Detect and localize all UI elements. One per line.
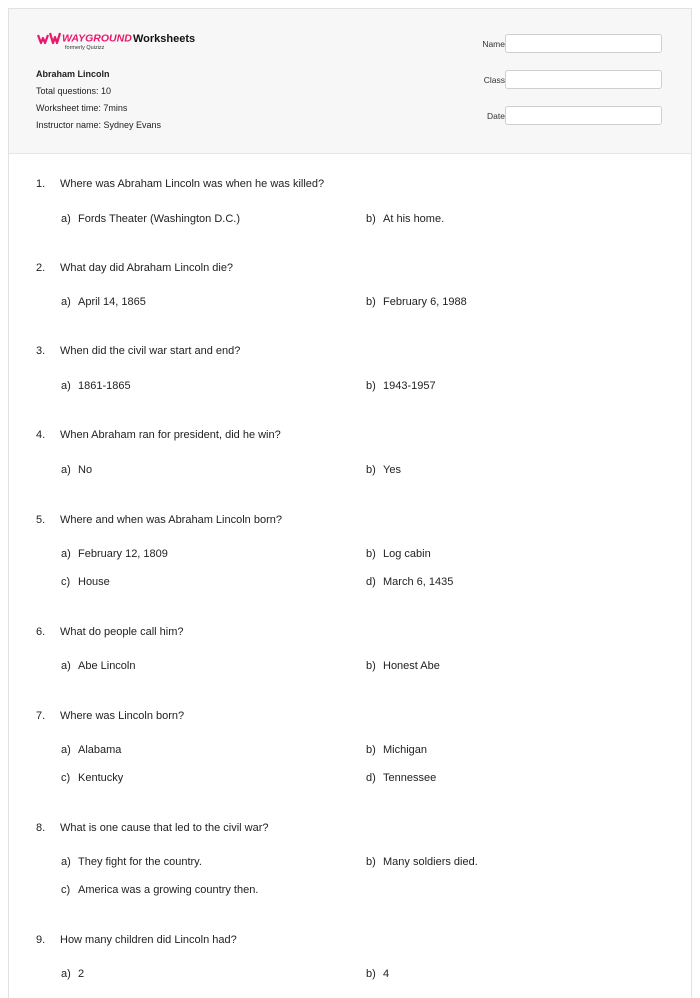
answer-option[interactable]: a) 1861-1865	[61, 380, 131, 392]
answer-option[interactable]: a) Fords Theater (Washington D.C.)	[61, 213, 241, 225]
answer-option[interactable]: b) 1943-1957	[366, 380, 436, 392]
answer-option[interactable]: b) Yes	[366, 464, 401, 476]
question-9	[36, 934, 676, 980]
question-text: What day did Abraham Lincoln die?	[60, 262, 234, 274]
instructor-name: Instructor name: Sydney Evans	[36, 120, 162, 130]
worksheet-time: Worksheet time: 7mins	[36, 103, 128, 113]
answer-option[interactable]: b) 4	[366, 968, 390, 980]
worksheet-page	[8, 8, 692, 998]
answer-option[interactable]: a) Alabama	[61, 744, 122, 756]
answer-option[interactable]: a) April 14, 1865	[61, 296, 146, 308]
answer-option[interactable]: b) Honest Abe	[366, 660, 440, 672]
question-text: Where and when was Abraham Lincoln born?	[60, 514, 282, 526]
worksheet-header	[9, 9, 691, 154]
total-questions: Total questions: 10	[36, 86, 112, 96]
question-number: 8.	[36, 822, 46, 834]
question-1	[36, 178, 676, 225]
date-field-row	[469, 106, 669, 126]
answer-option[interactable]: b) February 6, 1988	[366, 296, 467, 308]
question-number: 9.	[36, 934, 46, 946]
worksheet-meta	[36, 66, 161, 134]
question-text: Where was Lincoln born?	[60, 710, 185, 722]
answer-option[interactable]: d) March 6, 1435	[366, 576, 454, 588]
question-number: 1.	[36, 178, 46, 190]
answer-option[interactable]: b) Michigan	[366, 744, 428, 756]
answer-option[interactable]: b) At his home.	[366, 213, 445, 225]
name-input[interactable]	[505, 34, 662, 53]
name-field-row	[469, 34, 669, 54]
question-4	[36, 429, 676, 476]
date-input[interactable]	[505, 106, 662, 125]
question-number: 5.	[36, 514, 46, 526]
answer-option[interactable]: b) Many soldiers died.	[366, 856, 478, 868]
question-5	[36, 514, 676, 588]
question-2	[36, 262, 676, 308]
logo-wordmark: WAYGROUND	[62, 32, 132, 45]
question-text: What is one cause that led to the civil war?	[60, 822, 269, 834]
answer-option[interactable]: d) Tennessee	[366, 772, 437, 784]
logo-subtitle: formerly Quizizz	[65, 45, 105, 51]
wayground-logo	[36, 29, 136, 55]
question-8	[36, 822, 676, 896]
question-number: 3.	[36, 345, 46, 357]
class-field-row	[469, 70, 669, 90]
worksheet-title: Abraham Lincoln	[36, 69, 110, 79]
question-3	[36, 345, 676, 392]
answer-option[interactable]: a) They fight for the country.	[61, 856, 202, 868]
answer-option[interactable]: b) Log cabin	[366, 548, 431, 560]
question-text: When did the civil war start and end?	[60, 345, 241, 357]
question-6	[36, 626, 676, 672]
question-text: What do people call him?	[60, 626, 184, 638]
date-label: Date	[487, 111, 505, 121]
answer-option[interactable]: a) No	[61, 464, 93, 476]
name-label: Name	[482, 39, 505, 49]
question-7	[36, 710, 676, 784]
question-number: 4.	[36, 429, 46, 441]
answer-option[interactable]: c) House	[61, 576, 110, 588]
question-text: Where was Abraham Lincoln was when he was killed?	[60, 178, 325, 190]
answer-option[interactable]: c) Kentucky	[61, 772, 124, 784]
answer-option[interactable]: a) 2	[61, 968, 85, 980]
product-name: Worksheets	[133, 33, 196, 45]
class-input[interactable]	[505, 70, 662, 89]
answer-option[interactable]: a) Abe Lincoln	[61, 660, 136, 672]
question-number: 6.	[36, 626, 46, 638]
question-text: When Abraham ran for president, did he win?	[60, 429, 281, 441]
question-text: How many children did Lincoln had?	[60, 934, 237, 946]
answer-option[interactable]: a) February 12, 1809	[61, 548, 168, 560]
question-number: 2.	[36, 262, 46, 274]
answer-option[interactable]: c) America was a growing country then.	[61, 884, 259, 896]
question-number: 7.	[36, 710, 46, 722]
class-label: Class	[483, 75, 505, 85]
